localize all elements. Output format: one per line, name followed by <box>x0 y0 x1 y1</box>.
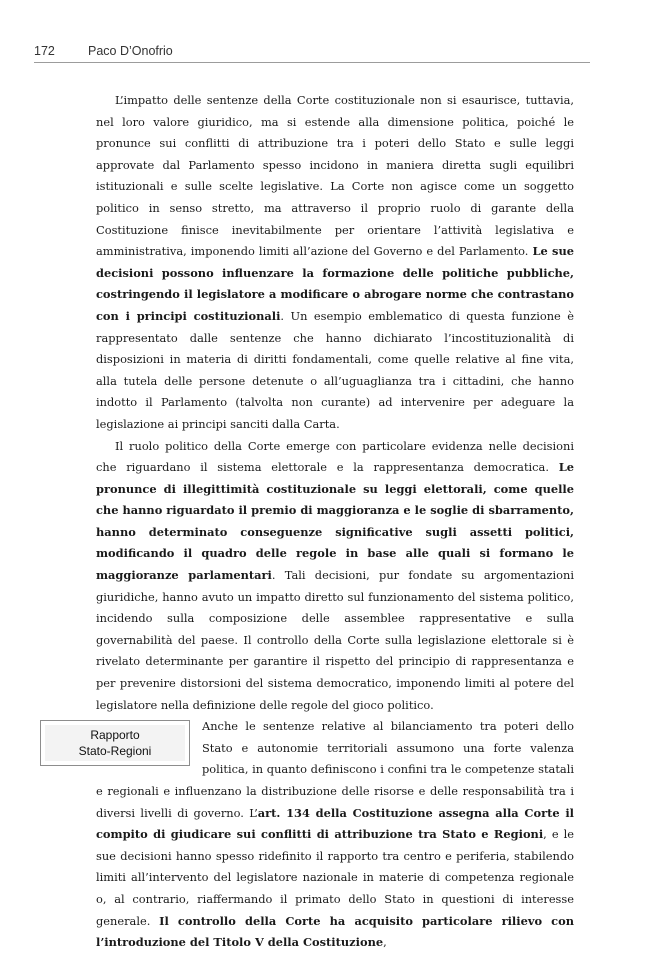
paragraph <box>78 716 574 954</box>
paragraph <box>96 436 574 717</box>
margin-note-box <box>40 720 190 766</box>
margin-note-line: Stato-Regioni <box>78 744 152 759</box>
running-header <box>34 40 590 63</box>
paragraph-text: . Tali decisioni, pur fondate su argomentazioni giuridiche, hanno avuto un impatto diretto sul funzionamento del sistema politico, incidendo sulla composizione delle assemblee rappresentative e sulla governabilità del paese. Il controllo della Corte sulla legislazione elettorale si è rivelato determinante per garantire il rispetto del principio di rappresentanza e per prevenire distorsioni del sistema democratico, imponendo limiti al potere del legislatore nella definizione delle regole del gioco politico. <box>96 568 574 712</box>
bold-emphasis: Il controllo della Corte ha acquisito particolare rilievo con l’introduzione del Titolo V della Costituzione <box>96 913 574 950</box>
paragraph-text: , <box>383 935 387 950</box>
margin-note-line: Rapporto <box>90 728 140 743</box>
paragraph-text: . Un esempio emblematico di questa funzione è rappresentato dalle sentenze che hanno dichiarato l’incostituzionalità di disposizioni in materia di diritti fondamentali, come quelle relative al fine vita, alla tutela delle persone detenute o all’uguaglianza tra i cittadini, che hanno indotto il Parlamento (talvolta non curante) ad intervenire per adeguare la legislazione ai principi sanciti dalla Carta. <box>96 308 574 431</box>
bold-emphasis: Le sue decisioni possono influenzare la formazione delle politiche pubbliche, costringendo il legislatore a modificare o abrogare norme che contrastano con i principi costituzionali <box>96 244 574 323</box>
bold-emphasis: art. 134 della Costituzione assegna alla Corte il compito di giudicare sui conflitti di attribuzione tra Stato e Regioni <box>96 805 574 842</box>
paragraph <box>96 90 574 436</box>
paragraph-text: Il ruolo politico della Corte emerge con particolare evidenza nelle decisioni che riguardano il sistema elettorale e la rappresentanza democratica. <box>96 438 574 475</box>
running-header-author: Paco D’Onofrio <box>88 44 173 58</box>
paragraph-text: , e le sue decisioni hanno spesso ridefinito il rapporto tra centro e periferia, stabilendo limiti all’intervento del legislatore nazionale in materie di competenza regionale o, al contrario, riaffermando il primato dello Stato in questioni di interesse generale. <box>96 827 574 928</box>
page-number: 172 <box>34 44 55 58</box>
paragraph-text: L’impatto delle sentenze della Corte costituzionale non si esaurisce, tuttavia, nel loro valore giuridico, ma si estende alla dimensione politica, poiché le pronunce sui conflitti di attribuzione tra i poteri dello Stato e sulle leggi approvate dal Parlamento spesso incidono in maniera diretta sugli equilibri istituzionali e sulle scelte legislative. La Corte non agisce come un soggetto politico in senso stretto, ma attraverso il proprio ruolo di garante della Costituzione finisce inevitabilmente per orientare l’attività legislativa e amministrativa, imponendo limiti all’azione del Governo e del Parlamento. <box>96 93 574 259</box>
bold-emphasis: Le pronunce di illegittimità costituzionale su leggi elettorali, come quelle che hanno riguardato il premio di maggioranza e le soglie di sbarramento, hanno determinato conseguenze significative sugli assetti politici, modificando il quadro delle regole in base alle quali si formano le maggioranze parlamentari <box>96 460 574 583</box>
body-text <box>78 90 574 954</box>
paragraph-text: Anche le sentenze relative al bilanciamento tra poteri dello Stato e autonomie territoriali assumono una forte valenza politica, in quanto definiscono i confini tra le competenze statali e regionali e influenzano la distribuzione delle risorse e delle responsabilità tra i diversi livelli di governo. L’ <box>96 719 574 820</box>
